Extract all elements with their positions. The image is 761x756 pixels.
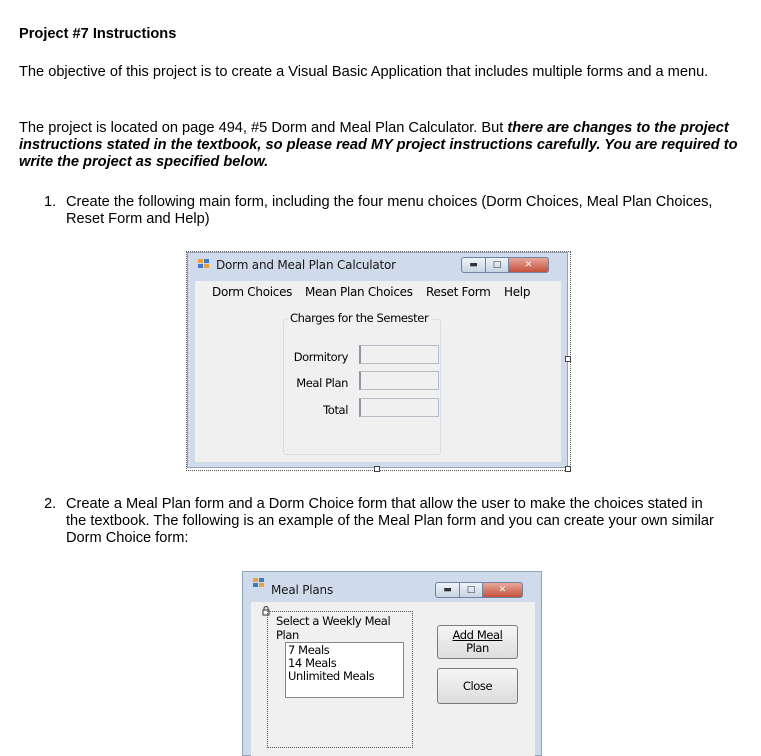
meal-group-title: Select a Weekly Meal Plan [273,614,407,642]
dormitory-output [359,345,439,364]
charges-group-title: Charges for the Semester [287,311,431,325]
meal-plan-output [359,371,439,390]
location-plain-text: The project is located on page 494, #5 Dorm and Meal Plan Calculator. But [19,120,508,136]
list-item-text: Create a Meal Plan form and a Dorm Choice form that allow the user to make the choices stated in the textbook. The following is an example of the Meal Plan form and you can create your own similar Dorm Choice form: [66,496,714,546]
dormitory-label: Dormitory [293,350,348,364]
list-item-text: Create the following main form, including the four menu choices (Dorm Choices, Meal Plan Choices, Reset Form and Help) [66,194,713,227]
main-form-window [187,252,568,468]
menu-help[interactable]: Help [504,285,531,299]
close-icon[interactable]: ✕ [509,257,549,273]
main-form-titlebar[interactable] [188,253,567,277]
resize-handle-corner[interactable] [565,466,571,472]
list-item[interactable]: 14 Meals [288,656,337,670]
app-icon [253,578,265,588]
menu-reset-form[interactable]: Reset Form [426,285,491,299]
location-emphasis-text: there are changes to the project instructions stated in the textbook, so please read MY project instructions carefully. You are required to write the project as specified below. [19,120,738,170]
meal-plan-listbox[interactable] [285,642,404,698]
location-paragraph [19,120,739,171]
objective-paragraph: The objective of this project is to create a Visual Basic Application that includes multiple forms and a menu. [19,64,709,80]
maximize-icon[interactable]: □ [486,257,509,273]
close-button[interactable]: Close [437,668,518,704]
app-icon [198,259,210,269]
list-number: 2. [44,496,57,512]
meal-plan-groupbox [271,616,407,742]
main-form-title: Dorm and Meal Plan Calculator [216,258,396,272]
meal-form-title: Meal Plans [271,583,334,597]
total-output [359,398,439,417]
meal-form-window [242,571,542,756]
resize-handle-bottom[interactable] [374,466,380,472]
add-button-line1: Add Meal [452,628,503,642]
list-item[interactable]: Unlimited Meals [288,669,375,683]
main-form-client [195,281,561,462]
document-heading: Project #7 Instructions [19,26,177,42]
menu-dorm-choices[interactable]: Dorm Choices [212,285,293,299]
list-item[interactable]: 7 Meals [288,643,330,657]
meal-form-client [251,602,535,756]
add-button-line2: Plan [466,641,489,655]
minimize-icon[interactable]: ▬ [461,257,486,273]
list-number: 1. [44,194,57,210]
close-icon[interactable]: ✕ [483,582,523,598]
charges-groupbox [283,311,441,455]
add-meal-plan-button[interactable] [437,625,518,659]
minimize-icon[interactable]: ▬ [435,582,460,598]
menu-meal-plan-choices[interactable]: Mean Plan Choices [305,285,413,299]
meal-plan-label: Meal Plan [296,376,348,390]
resize-handle-right[interactable] [565,356,571,362]
main-menu-bar [195,281,561,303]
maximize-icon[interactable]: □ [460,582,483,598]
meal-form-titlebar[interactable] [243,572,541,596]
total-label: Total [323,403,348,417]
